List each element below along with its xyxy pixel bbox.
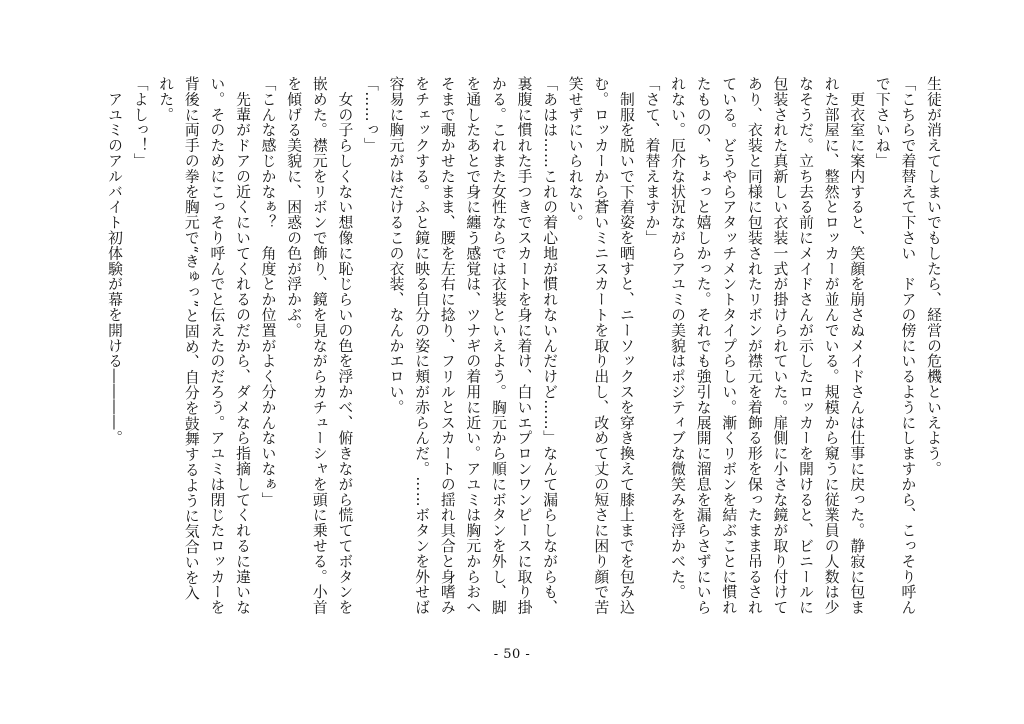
text-line: れた。	[157, 76, 175, 123]
text-line: で下さいね」	[873, 76, 891, 169]
text-line: そまで覗かせたまま、腰を左右に捻り、フリルとスカートの揺れ具合と身嗜み	[438, 76, 456, 615]
text-line: 「こんな感じかなぁ？ 角度とか位置がよく分かんないなぁ」	[259, 76, 277, 508]
text-line: 笑せずにいられない。	[566, 76, 584, 230]
text-line: れた部屋に、整然とロッカーが並んでいる。規模から窺うに従業員の人数は少	[822, 76, 840, 615]
text-line: 「……っ」	[361, 76, 379, 153]
text-line: を傾げる美貌に、困惑の色が浮かぶ。	[285, 76, 303, 338]
text-line: 「よしっ！」	[131, 76, 149, 169]
text-line: かる。これまた女性ならでは衣装といえよう。胸元から順にボタンを外し、脚	[489, 76, 507, 615]
text-line: 先輩がドアの近くにいてくれるのだから、ダメなら指摘してくれるに違いな	[233, 76, 251, 615]
text-line: れない。厄介な状況ながらアユミの美貌はポジティブな微笑みを浮かべた。	[669, 76, 687, 600]
text-line: 「あはは……これの着心地が慣れないんだけど……」なんて漏らしながらも、	[541, 76, 559, 615]
text-line: 生徒が消えてしまいでもしたら、経営の危機といえよう。	[925, 76, 942, 477]
text-line: 背後に両手の拳を胸元で“きゅっ”と固め、自分を鼓舞するように気合いを入	[182, 76, 200, 601]
text-line: 女の子らしくない想像に恥じらいの色を浮かべ、俯きながら慌ててボタンを	[336, 76, 354, 615]
text-line: 包装された真新しい衣装一式が掛けられていた。扉側に小さな鏡が取り付けて	[771, 76, 789, 615]
text-line: なそうだ。立ち去る前にメイドさんが示したロッカーを開けると、ビニールに	[797, 76, 815, 615]
text-line: 「さて、着替えますか」	[643, 76, 661, 246]
text-line: ている。どうやらアタッチメントタイプらしい。漸くリボンを結ぶことに慣れ	[720, 76, 738, 615]
text-line: 裏腹に慣れた手つきでスカートを身に着け、白いエプロンワンピースに取り掛	[515, 76, 533, 615]
text-line: たものの、ちょっと嬉しかった。それでも強引な展開に溜息を漏らさずにいら	[694, 76, 712, 615]
text-line: 嵌めた。襟元をリボンで飾り、鏡を見ながらカチューシャを頭に乗せる。小首	[310, 76, 328, 615]
text-line: 制服を脱いで下着姿を晒すと、ニーソックスを穿き換えて膝上までを包み込	[617, 76, 635, 615]
text-line: 更衣室に案内すると、笑顔を崩さぬメイドさんは仕事に戻った。静寂に包ま	[848, 76, 866, 615]
text-line: 容易に胸元がはだけるこの衣装、なんかエロい。	[387, 76, 405, 415]
text-line: い。そのためにこっそり呼んでと伝えたのだろう。アユミは閉じたロッカーを	[208, 76, 226, 615]
text-line: む。ロッカーから蒼いミニスカートを取り出し、改めて丈の短さに困り顔で苦	[592, 76, 610, 615]
text-line: あり、衣装と同様に包装されたリボンが襟元を着飾る形を保ったまま吊るされ	[745, 76, 763, 615]
vertical-text-body	[101, 76, 946, 622]
page-number: - 50 -	[493, 647, 531, 662]
text-line: 「こちらで着替えて下さい ドアの傍にいるようにしますから、こっそり呼ん	[899, 76, 917, 615]
text-line: を通したあとで身に纏う感覚は、ツナギの着用に近い。アユミは胸元からおへ	[464, 76, 482, 615]
text-line: アユミのアルバイト初体験が幕を開ける――――。	[106, 76, 123, 446]
text-line: をチェックする。ふと鏡に映る自分の姿に頬が赤らんだ。……ボタンを外せば	[413, 76, 431, 615]
